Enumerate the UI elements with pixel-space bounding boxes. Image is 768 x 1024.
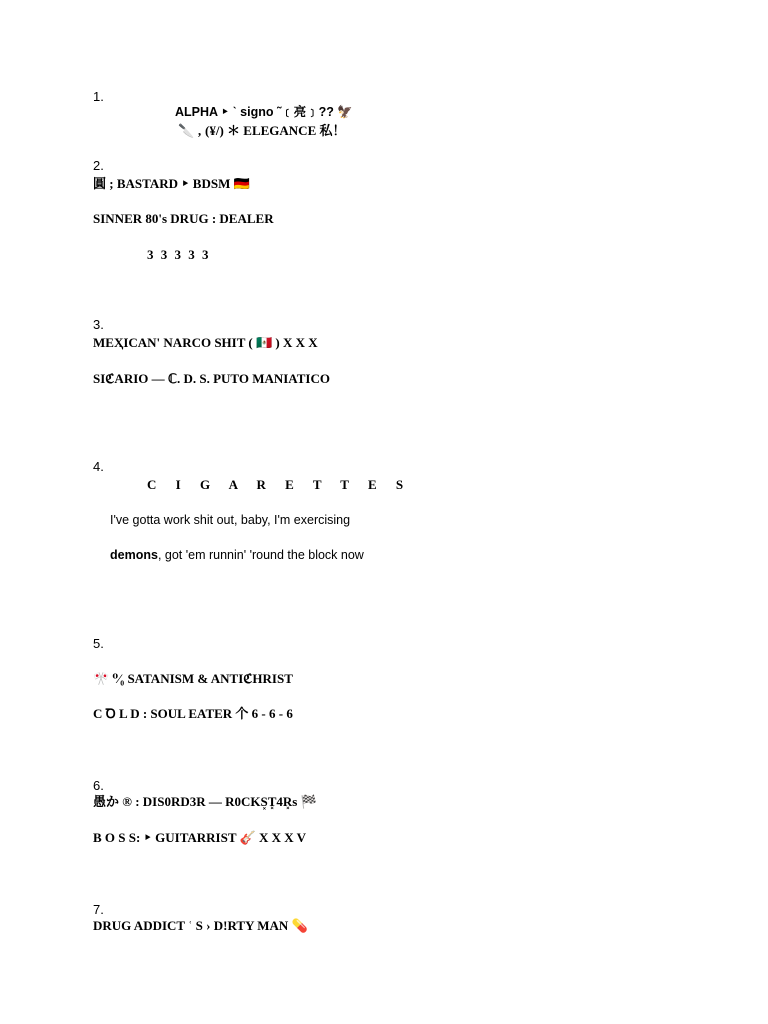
item-4-lyric-2: [110, 549, 364, 562]
item-number-2: 2.: [93, 158, 104, 173]
item-4-lyric-2-rest: , got 'em runnin' 'round the block now: [157, 548, 364, 562]
item-number-7: 7.: [93, 902, 104, 917]
item-7-line-1: DRUG ADDICT ʿ S › D!RTY MAN 💊: [93, 918, 308, 933]
item-number-5: 5.: [93, 636, 104, 651]
item-4-lyric-2-bold: demons: [110, 548, 158, 562]
item-4-lyric-1: I've gotta work shit out, baby, I'm exercising: [110, 513, 351, 527]
item-2-line-2: SINNER 80's DRUG : DEALER: [93, 211, 274, 226]
item-3-line-1: MEҲICAN' NARCO SHIT ( 🇲🇽 ) X X X: [93, 335, 318, 350]
item-number-6: 6.: [93, 778, 104, 793]
item-2-line-1: 圓 ; BASTARD ‣ BDSM 🇩🇪: [93, 176, 250, 191]
item-5-line-2: C Ꝺ L D : SOUL EATER 个 6 - 6 - 6: [93, 706, 293, 721]
item-1-line-2: 🔪 ‚ (¥/) ＊ ELEGANCE 私！: [178, 123, 346, 138]
item-1-line-1: ALPHA ‣ ˋ signo ˜﹝亮﹞?? 🦅: [175, 105, 353, 119]
item-number-3: 3.: [93, 317, 104, 332]
item-6-line-1: 愚か ® : DIS0RD3R — R0CKS͓T͓4R͓s 🏁: [93, 794, 317, 809]
item-6-line-2: B O S S: ‣ GUITARRIST 🎸 X X X V: [93, 830, 307, 845]
item-3-line-2: SIℭARIO — ℂ. D. S. PUTO MANIATICO: [93, 371, 330, 386]
item-4-title: C I G A R E T T E S: [147, 477, 412, 492]
item-2-line-3: 3 3 3 3 3: [147, 247, 211, 262]
item-number-1: 1.: [93, 89, 104, 104]
item-5-line-1: 🎌 ⁰⁄₀ SATANISM & ANTIℭHRIST: [93, 671, 293, 686]
item-number-4: 4.: [93, 459, 104, 474]
